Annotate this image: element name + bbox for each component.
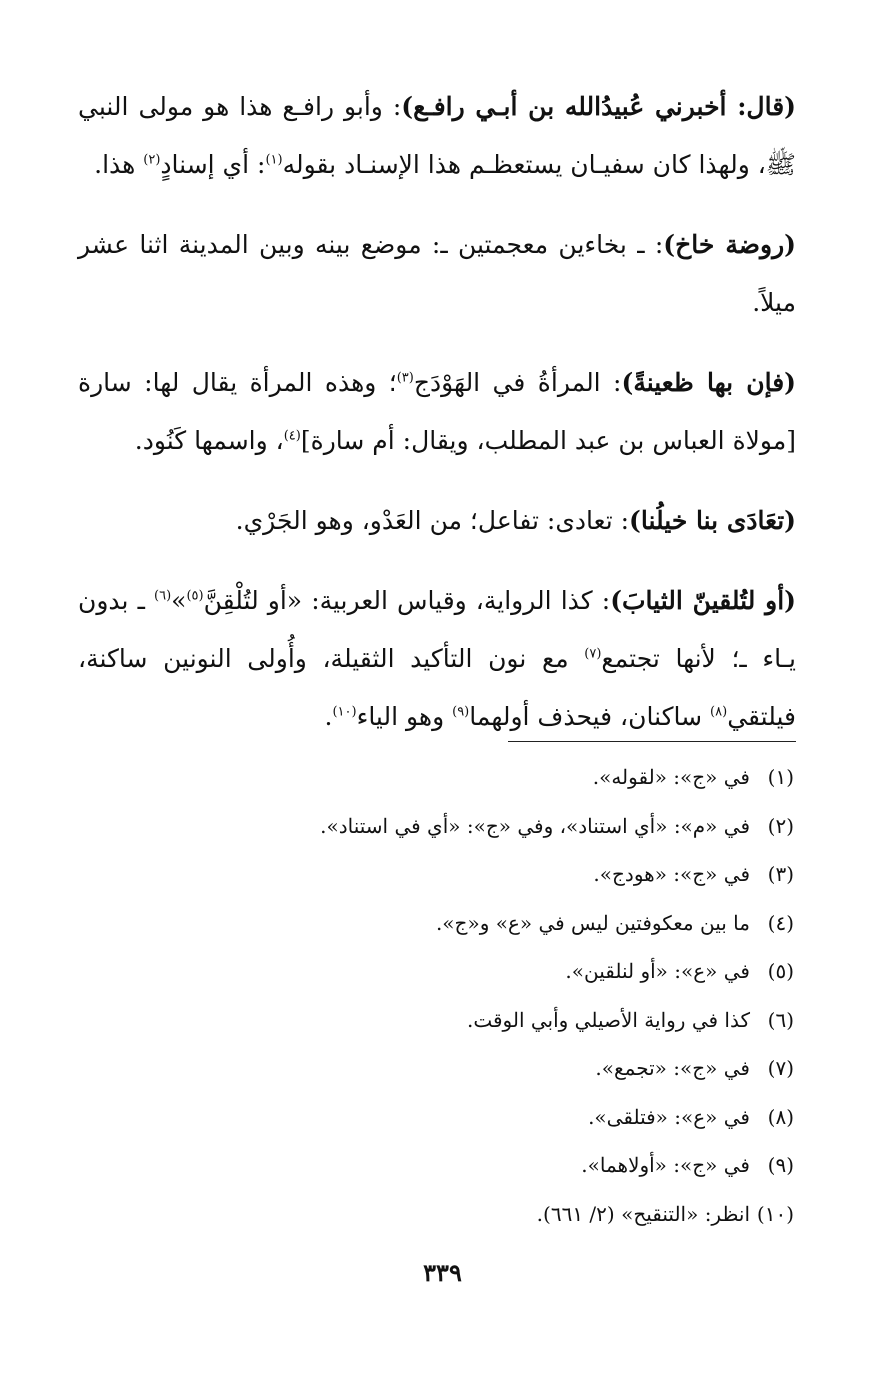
footnote-text: في «ع»: «فتلقى». [588,1104,750,1129]
footnote-marker: (٨) [710,704,728,720]
footnote-marker: (٤) [283,428,301,444]
footnote [78,762,794,811]
footnote [78,811,794,860]
footnote-marker: (٦) [154,588,172,604]
footnote-text: في «ج»: «هودج». [593,862,750,886]
footnote-marker: (٣) [396,370,414,386]
page-number: ٣٣٩ [423,1258,462,1287]
footnote [78,908,794,957]
footnote-text: في «ج»: «لقوله». [592,765,750,789]
footnote [78,1005,794,1054]
footnote [78,1053,794,1102]
text-segment: ـ بدون يـاء ـ؛ لأنها تجتمع [78,586,796,673]
footnote [78,1150,794,1199]
footnote [78,1102,794,1151]
text-segment: ، واسمها كَنُود. [134,426,284,455]
paragraph [78,492,796,550]
footnote-marker: (٢) [143,152,161,168]
footnote-marker: (١٠) [332,704,357,720]
footnote [78,1199,794,1248]
footnote-number: (٦) [767,1007,794,1032]
quoted-phrase: (تعَادَى بنا خيلُنا) [629,506,796,535]
quoted-phrase: (أو لتُلقينّ الثيابَ) [610,586,797,615]
paragraph [78,78,796,194]
text-segment: وهو الياء [356,702,453,731]
text-segment: : وأبو رافـع هذا هو مولى النبي ﷺ، ولهذا كان سفيـان يستعظـم هذا الإسنـاد بقوله [78,92,796,179]
footnote-marker: (٩) [452,704,470,720]
footnote-number: (٤) [767,910,794,935]
text-segment: هذا. [94,150,144,179]
footnote-number: (٨) [767,1104,794,1129]
footnote-number: (٣) [767,862,794,886]
text-segment: : ـ بخاءين معجمتين ـ: موضع بينه وبين المدينة اثنا عشر ميلاً. [78,230,796,317]
main-text [78,78,796,768]
footnote-text: في «ع»: «أو لنلقين». [565,959,750,983]
footnote [78,859,794,908]
footnote-marker: (١) [265,152,283,168]
footnote-separator [508,741,796,742]
footnote-marker: (٥) [186,588,204,604]
footnote-text: في «م»: «أي استناد»، وفي «ج»: «أي في استناد». [320,813,750,838]
footnote-text: انظر: «التنقيح» (٢/ ٦٦١). [536,1201,750,1226]
quoted-phrase: (قال: أخبرني عُبيدُالله بن أبـي رافـع) [401,92,796,121]
paragraph [78,572,796,746]
footnote-number: (٩) [767,1153,794,1177]
footnote-text: كذا في رواية الأصيلي وأبي الوقت. [466,1007,750,1032]
text-segment: : كذا الرواية، وقياس العربية: «أو لتُلْقِنَّ [203,586,611,615]
footnote-number: (١) [767,765,794,789]
footnote-number: (٧) [767,1056,794,1080]
quoted-phrase: (فإن بها ظعينةً) [621,368,796,397]
text-segment: : أي إسنادٍ [160,150,266,179]
footnote-text: ما بين معكوفتين ليس في «ع» و«ج». [435,910,750,935]
text-segment: » [171,586,187,615]
paragraph [78,216,796,332]
footnote-marker: (٧) [584,646,602,662]
quoted-phrase: (روضة خاخ) [663,230,796,259]
text-segment: ساكنان، فيحذف أولهما [469,702,711,731]
footnote-number: (١٠) [756,1201,794,1226]
footnote-number: (٥) [767,959,794,983]
footnote-number: (٢) [767,813,794,838]
text-segment: مع نون التأكيد الثقيلة، وأُولى النونين ساكنة، فيلتقي [78,644,796,731]
text-segment: . [324,702,333,731]
text-segment: : تعادى: تفاعل؛ من العَدْو، وهو الجَرْي. [235,506,630,535]
paragraph [78,354,796,470]
footnote-text: في «ج»: «أولاهما». [581,1153,750,1177]
footnotes [78,762,794,1247]
text-segment: ؛ وهذه المرأة يقال لها: سارة [مولاة العباس بن عبد المطلب، ويقال: أم سارة] [78,368,796,455]
footnote [78,956,794,1005]
footnote-text: في «ج»: «تجمع». [595,1056,750,1080]
text-segment: : المرأةُ في الهَوْدَج [413,368,622,397]
